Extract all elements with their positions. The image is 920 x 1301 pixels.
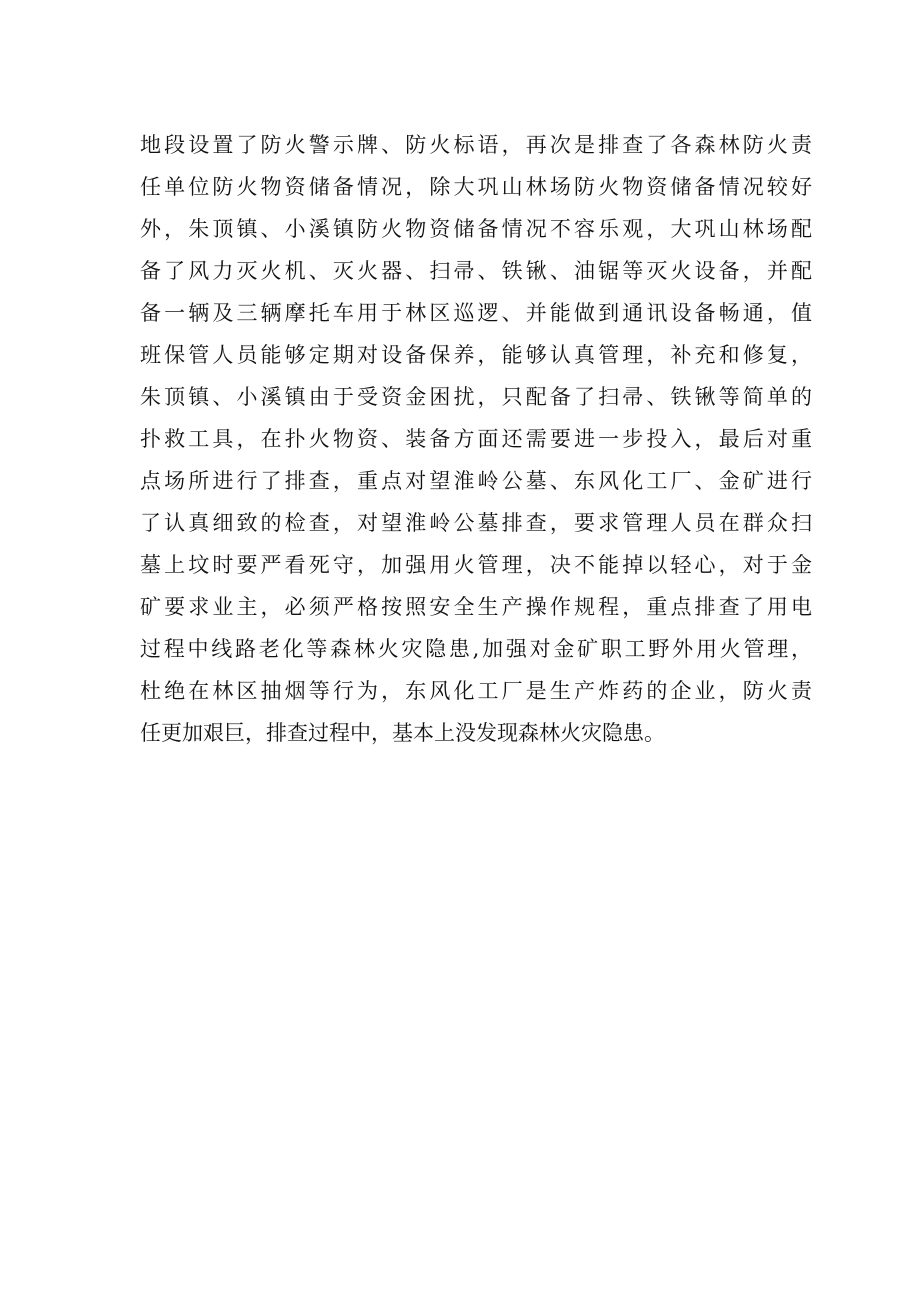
paragraph-line-1: 地段设置了防火警示牌、防火标语，再次是排查了各森林防火责 <box>140 133 812 157</box>
body-paragraph <box>140 124 812 754</box>
paragraph-line-3: 外，朱顶镇、小溪镇防火物资储备情况不容乐观，大巩山林场配 <box>140 217 812 241</box>
paragraph-line-8: 扑救工具，在扑火物资、装备方面还需要进一步投入，最后对重 <box>140 427 812 451</box>
paragraph-line-11: 墓上坟时要严看死守，加强用火管理，决不能掉以轻心，对于金 <box>140 553 812 577</box>
paragraph-line-15: 任更加艰巨，排查过程中，基本上没发现森林火灾隐患。 <box>140 721 665 745</box>
paragraph-line-4: 备了风力灭火机、灭火器、扫帚、铁锹、油锯等灭火设备，并配 <box>140 259 812 283</box>
paragraph-line-14: 杜绝在林区抽烟等行为，东风化工厂是生产炸药的企业，防火责 <box>140 679 812 703</box>
paragraph-line-7: 朱顶镇、小溪镇由于受资金困扰，只配备了扫帚、铁锹等简单的 <box>140 385 812 409</box>
paragraph-line-13: 过程中线路老化等森林火灾隐患,加强对金矿职工野外用火管理， <box>140 637 812 661</box>
paragraph-line-10: 了认真细致的检查，对望淮岭公墓排查，要求管理人员在群众扫 <box>140 511 812 535</box>
paragraph-line-5: 备一辆及三辆摩托车用于林区巡逻、并能做到通讯设备畅通，值 <box>140 301 812 325</box>
paragraph-line-2: 任单位防火物资储备情况，除大巩山林场防火物资储备情况较好 <box>140 175 812 199</box>
paragraph-line-6: 班保管人员能够定期对设备保养，能够认真管理，补充和修复， <box>140 343 812 367</box>
paragraph-line-9: 点场所进行了排查，重点对望淮岭公墓、东风化工厂、金矿进行 <box>140 469 812 493</box>
paragraph-line-12: 矿要求业主，必须严格按照安全生产操作规程，重点排查了用电 <box>140 595 812 619</box>
